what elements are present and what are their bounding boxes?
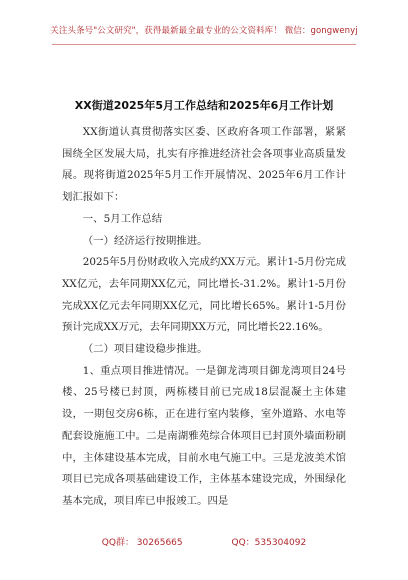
paragraph-intro: XX街道认真贯彻落实区委、区政府各项工作部署，紧紧围绕全区发展大局，扎实有序推进经济社会各项事业高质量发展。现将街道2025年5月工作开展情况、2025年6月工作计划汇报如下： <box>62 126 346 204</box>
footer-qq-group: QQ群： 30265665 <box>101 538 183 548</box>
subheading-projects: （二）项目建设稳步推进。 <box>82 343 208 356</box>
footer-qq: QQ：535304092 <box>231 538 307 548</box>
footer-contact <box>0 535 408 548</box>
paragraph-revenue: 2025年5月份财政收入完成约XX万元。累计1-5月份完成XX亿元，去年同期XX亿元，同比增长-31.2%。累计1-5月份完成XX亿元去年同期XX亿元，同比增长65%。累计1-5月份预计完成XX万元，去年同期XX万元，同比增长22.16%。 <box>62 256 346 334</box>
subheading-economy: （一）经济运行按期推进。 <box>82 234 208 247</box>
header-divider <box>52 44 356 45</box>
section-heading-1: 一、5月工作总结 <box>82 212 163 225</box>
document-title: XX街道2025年5月工作总结和2025年6月工作计划 <box>74 99 334 112</box>
header-notice: 关注头条号"公文研究"，获得最新最全最专业的公文资料库！ 微信：gongwenyj <box>50 26 358 36</box>
paragraph-projects: 1、重点项目推进情况。一是御龙湾项目御龙湾项目24号楼、25号楼已封顶，两栋楼目前已完成18层混凝土主体建设，一期包交房6栋，正在进行室内装修，室外道路、水电等配套设施施工中。二是南湖雅苑综合体项目已封顶外墙面粉刷中，主体建设基本完成，目前水电气施工中。三是龙波美术馆项目已完成各项基础建设工作，主体基本建设完成，外围绿化基本完成，项目库已申报竣工。四是 <box>62 364 346 507</box>
document-body <box>62 122 346 513</box>
